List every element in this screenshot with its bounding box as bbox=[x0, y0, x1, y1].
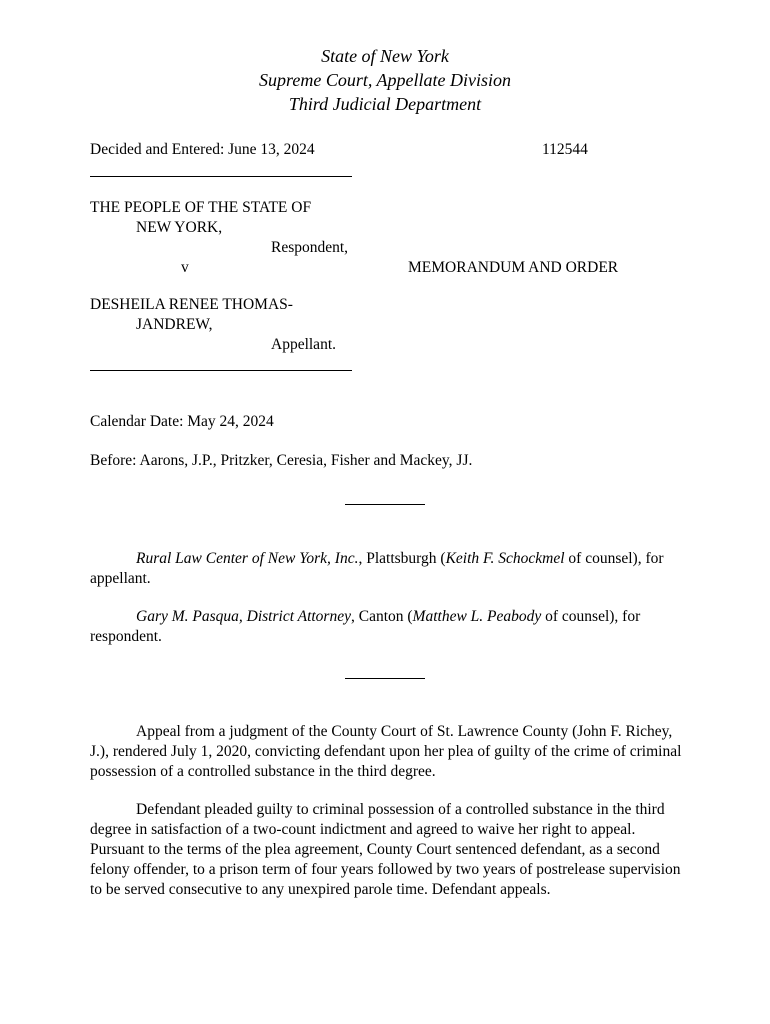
court-department: Third Judicial Department bbox=[288, 94, 482, 114]
caption-top-rule bbox=[90, 176, 352, 177]
docket-number: 112544 bbox=[542, 141, 588, 158]
section-divider-2 bbox=[345, 678, 425, 679]
plaintiff-role: Respondent, bbox=[271, 239, 349, 256]
body-paragraph-1: Appeal from a judgment of the County Court of St. Lawrence County (John F. Richey, J.), rendered July 1, 2020, convicting defendant upon her plea of guilty of the crime of criminal possession of a controlled substance in the third degree. bbox=[90, 723, 682, 780]
appellant-attorney: Keith F. Schockmel bbox=[445, 550, 565, 567]
respondent-attorney: Matthew L. Peabody bbox=[412, 608, 542, 625]
counsel-respondent: Gary M. Pasqua, District Attorney, Canton (Matthew L. Peabody of counsel), for respondent. bbox=[90, 608, 641, 645]
counsel-appellant: Rural Law Center of New York, Inc., Plattsburgh (Keith F. Schockmel of counsel), for appellant. bbox=[90, 550, 664, 587]
versus: v bbox=[181, 259, 189, 276]
defendant-role: Appellant. bbox=[271, 336, 336, 353]
section-divider-1 bbox=[345, 504, 425, 505]
court-name: Supreme Court, Appellate Division bbox=[259, 70, 511, 90]
panel-before: Before: Aarons, J.P., Pritzker, Ceresia, Fisher and Mackey, JJ. bbox=[90, 452, 473, 469]
defendant-name-line2: JANDREW, bbox=[136, 316, 213, 333]
decided-date: Decided and Entered: June 13, 2024 bbox=[90, 141, 315, 158]
court-state: State of New York bbox=[321, 46, 449, 66]
body-paragraph-2: Defendant pleaded guilty to criminal possession of a controlled substance in the third degree in satisfaction of a two-count indictment and agreed to waive her right to appeal. Pursuant to the terms of the plea agreement, County Court sentenced defendant, as a second felony offender, to a prison term of four years followed by two years of postrelease supervision to be served consecutive to any unexpired parole time. Defendant appeals. bbox=[90, 801, 681, 898]
caption-bottom-rule bbox=[90, 370, 352, 371]
calendar-date: Calendar Date: May 24, 2024 bbox=[90, 413, 274, 430]
document-type: MEMORANDUM AND ORDER bbox=[408, 259, 619, 276]
plaintiff-name-line1: THE PEOPLE OF THE STATE OF bbox=[90, 199, 312, 216]
plaintiff-name-line2: NEW YORK, bbox=[136, 219, 223, 236]
court-header bbox=[0, 44, 770, 116]
respondent-firm: Gary M. Pasqua, District Attorney bbox=[136, 608, 351, 625]
defendant-name-line1: DESHEILA RENEE THOMAS- bbox=[90, 296, 293, 313]
appellant-firm: Rural Law Center of New York, Inc. bbox=[136, 550, 359, 567]
